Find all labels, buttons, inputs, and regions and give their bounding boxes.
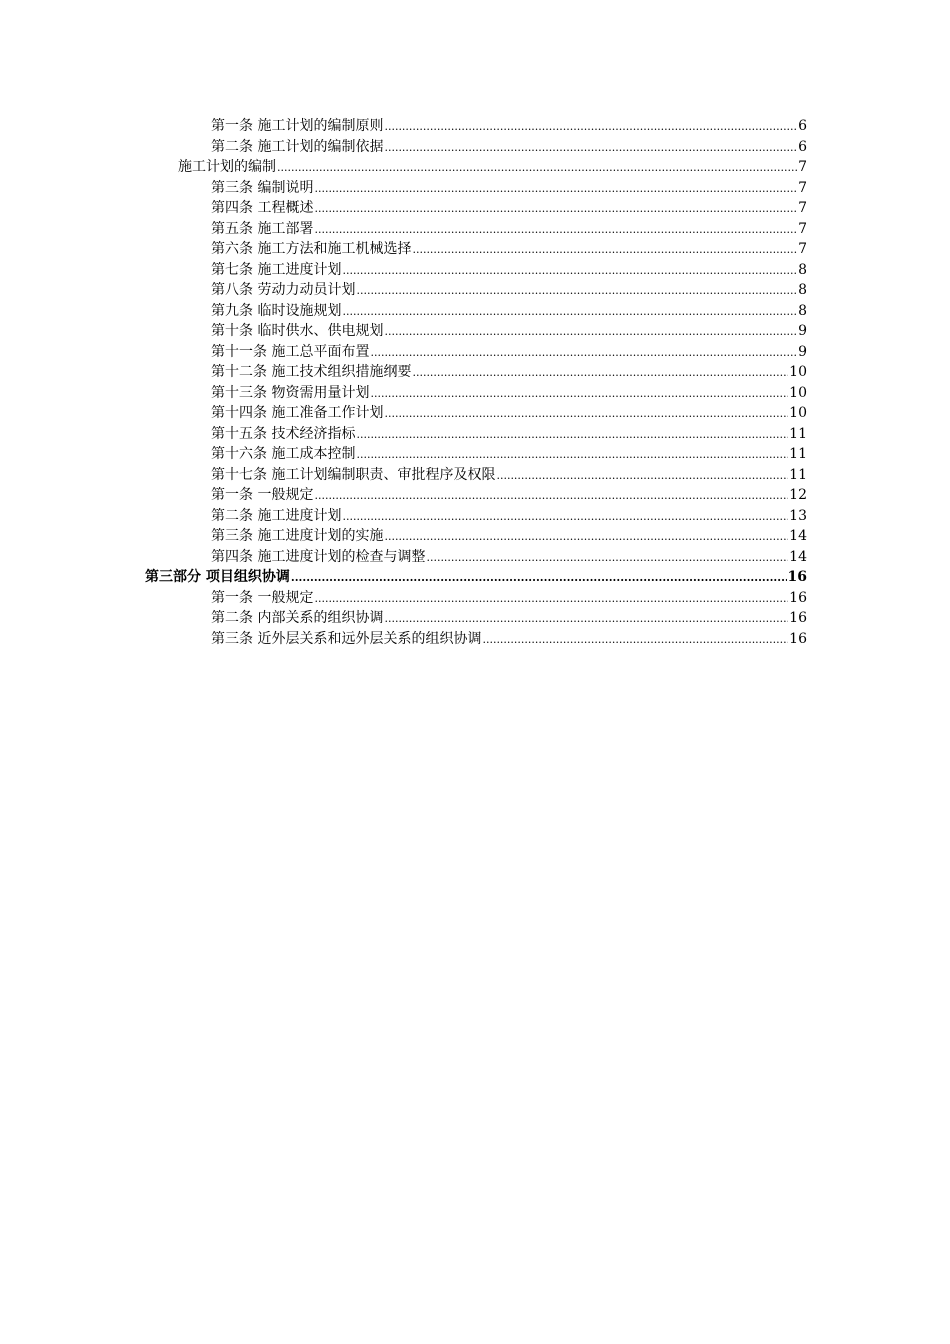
toc-entry[interactable] <box>178 157 807 178</box>
toc-dot-leader <box>412 363 788 383</box>
toc-entry-page-number: 10 <box>788 362 807 383</box>
toc-dot-leader <box>277 158 797 178</box>
toc-entry[interactable] <box>211 526 807 547</box>
toc-entry-page-number: 16 <box>788 629 807 650</box>
toc-entry[interactable] <box>211 383 807 404</box>
toc-dot-leader <box>356 425 788 445</box>
toc-dot-leader <box>384 117 797 137</box>
toc-entry-title: 第十六条 施工成本控制 <box>211 444 356 465</box>
toc-entry-page-number: 16 <box>788 608 807 629</box>
toc-entry[interactable] <box>211 403 807 424</box>
toc-dot-leader <box>384 609 788 629</box>
toc-entry-title: 第十条 临时供水、供电规划 <box>211 321 384 342</box>
toc-entry[interactable] <box>211 342 807 363</box>
toc-entry-title: 第十三条 物资需用量计划 <box>211 383 370 404</box>
toc-entry[interactable] <box>145 567 807 588</box>
toc-entry-title: 第十二条 施工技术组织措施纲要 <box>211 362 412 383</box>
toc-dot-leader <box>314 179 797 199</box>
toc-entry[interactable] <box>211 485 807 506</box>
toc-dot-leader <box>384 138 797 158</box>
toc-entry-title: 第九条 临时设施规划 <box>211 301 342 322</box>
toc-dot-leader <box>291 568 787 588</box>
toc-entry-page-number: 7 <box>797 198 807 219</box>
toc-entry-page-number: 11 <box>788 424 807 445</box>
toc-entry-page-number: 16 <box>788 588 807 609</box>
toc-entry-page-number: 8 <box>797 280 807 301</box>
toc-entry[interactable] <box>211 362 807 383</box>
toc-entry-title: 第五条 施工部署 <box>211 219 314 240</box>
toc-entry-title: 第二条 内部关系的组织协调 <box>211 608 384 629</box>
toc-entry-title: 第三条 施工进度计划的实施 <box>211 526 384 547</box>
toc-entry[interactable] <box>211 608 807 629</box>
toc-entry-title: 第八条 劳动力动员计划 <box>211 280 356 301</box>
toc-dot-leader <box>342 302 797 322</box>
toc-dot-leader <box>314 220 797 240</box>
toc-entry-title: 第十四条 施工准备工作计划 <box>211 403 384 424</box>
toc-dot-leader <box>356 281 797 301</box>
toc-entry-title: 第六条 施工方法和施工机械选择 <box>211 239 412 260</box>
toc-entry-page-number: 11 <box>788 444 807 465</box>
toc-entry-page-number: 13 <box>788 506 807 527</box>
toc-dot-leader <box>314 199 797 219</box>
toc-entry-page-number: 10 <box>788 383 807 404</box>
toc-dot-leader <box>342 507 788 527</box>
toc-entry[interactable] <box>211 178 807 199</box>
toc-entry-title: 第十七条 施工计划编制职责、审批程序及权限 <box>211 465 496 486</box>
toc-entry-page-number: 16 <box>787 567 807 588</box>
toc-entry-title: 第十五条 技术经济指标 <box>211 424 356 445</box>
toc-dot-leader <box>356 445 788 465</box>
toc-entry[interactable] <box>211 588 807 609</box>
toc-entry[interactable] <box>211 321 807 342</box>
toc-entry-title: 第三条 编制说明 <box>211 178 314 199</box>
toc-entry[interactable] <box>211 116 807 137</box>
toc-entry[interactable] <box>211 239 807 260</box>
toc-dot-leader <box>342 261 797 281</box>
toc-entry-page-number: 7 <box>797 178 807 199</box>
toc-entry-title: 第二条 施工进度计划 <box>211 506 342 527</box>
toc-entry-title: 第三部分 项目组织协调 <box>145 567 291 588</box>
toc-entry[interactable] <box>211 506 807 527</box>
toc-dot-leader <box>426 548 788 568</box>
toc-entry-page-number: 9 <box>797 342 807 363</box>
toc-entry[interactable] <box>211 219 807 240</box>
toc-entry-title: 第一条 一般规定 <box>211 485 314 506</box>
toc-entry-page-number: 6 <box>797 137 807 158</box>
toc-entry-page-number: 7 <box>797 219 807 240</box>
toc-dot-leader <box>482 630 788 650</box>
toc-entry-page-number: 11 <box>788 465 807 486</box>
toc-dot-leader <box>314 486 788 506</box>
toc-dot-leader <box>384 322 797 342</box>
toc-entry-page-number: 7 <box>797 239 807 260</box>
toc-dot-leader <box>370 384 788 404</box>
toc-entry[interactable] <box>211 137 807 158</box>
toc-dot-leader <box>370 343 797 363</box>
toc-entry-title: 第四条 施工进度计划的检查与调整 <box>211 547 426 568</box>
toc-dot-leader <box>314 589 788 609</box>
toc-entry-page-number: 14 <box>788 547 807 568</box>
toc-entry[interactable] <box>211 301 807 322</box>
toc-entry-page-number: 8 <box>797 260 807 281</box>
toc-entry[interactable] <box>211 280 807 301</box>
toc-entry-page-number: 8 <box>797 301 807 322</box>
toc-entry[interactable] <box>211 629 807 650</box>
toc-dot-leader <box>496 466 788 486</box>
toc-entry-title: 第三条 近外层关系和远外层关系的组织协调 <box>211 629 482 650</box>
toc-entry[interactable] <box>211 444 807 465</box>
toc-entry-page-number: 12 <box>788 485 807 506</box>
toc-dot-leader <box>384 404 788 424</box>
toc-dot-leader <box>412 240 797 260</box>
toc-dot-leader <box>384 527 788 547</box>
toc-entry-page-number: 7 <box>797 157 807 178</box>
toc-entry-title: 第二条 施工计划的编制依据 <box>211 137 384 158</box>
toc-entry[interactable] <box>211 424 807 445</box>
toc-entry-page-number: 14 <box>788 526 807 547</box>
toc-entry[interactable] <box>211 198 807 219</box>
toc-entry-title: 第十一条 施工总平面布置 <box>211 342 370 363</box>
toc-entry-page-number: 10 <box>788 403 807 424</box>
toc-entry-page-number: 9 <box>797 321 807 342</box>
toc-entry[interactable] <box>211 547 807 568</box>
toc-entry-title: 第一条 一般规定 <box>211 588 314 609</box>
table-of-contents <box>0 116 950 649</box>
toc-entry[interactable] <box>211 260 807 281</box>
toc-entry-title: 施工计划的编制 <box>178 157 277 178</box>
toc-entry-title: 第一条 施工计划的编制原则 <box>211 116 384 137</box>
toc-entry[interactable] <box>211 465 807 486</box>
toc-entry-title: 第七条 施工进度计划 <box>211 260 342 281</box>
toc-entry-title: 第四条 工程概述 <box>211 198 314 219</box>
toc-entry-page-number: 6 <box>797 116 807 137</box>
